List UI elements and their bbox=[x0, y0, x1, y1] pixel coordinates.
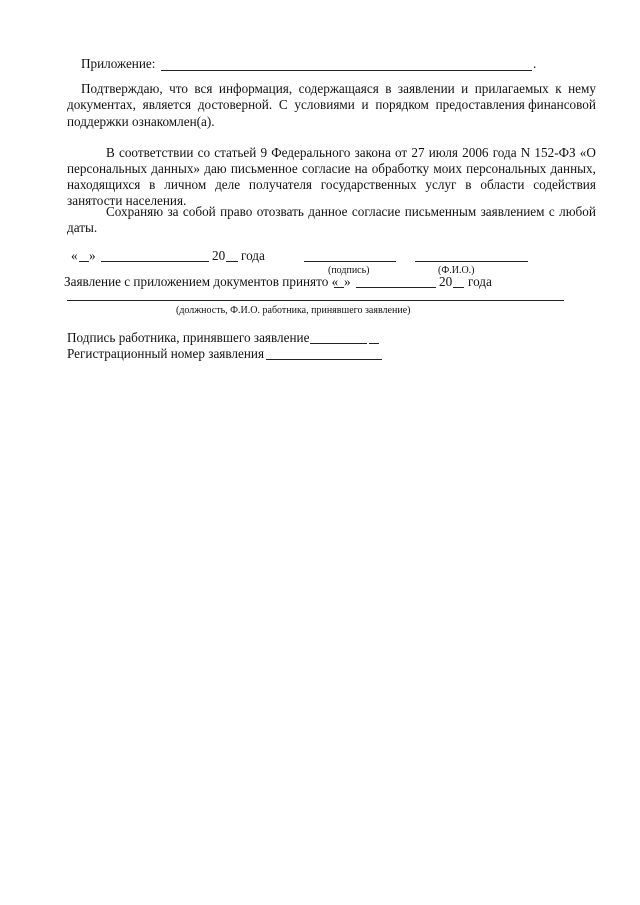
attachment-label: Приложение: bbox=[81, 56, 156, 71]
date-quote-open: « bbox=[71, 248, 78, 263]
signature-blank-line bbox=[304, 261, 396, 262]
accepting-employee-caption: (должность, Ф.И.О. работника, принявшего заявление) bbox=[176, 305, 411, 316]
word: Подтверждаю, bbox=[81, 81, 163, 96]
word: порядком bbox=[375, 97, 429, 112]
word: к bbox=[555, 81, 562, 96]
word: достоверной. bbox=[197, 97, 273, 112]
word: данных, bbox=[550, 161, 596, 176]
word: 9 bbox=[260, 145, 268, 160]
word: содействия bbox=[533, 177, 596, 192]
word: 2006 bbox=[462, 145, 489, 160]
word: статьей bbox=[214, 145, 257, 160]
accepted-text: Заявление с приложением документов принято « bbox=[64, 274, 339, 289]
word: находящихся bbox=[67, 177, 141, 192]
word: деле bbox=[215, 177, 241, 192]
word: является bbox=[142, 97, 192, 112]
word: области bbox=[480, 177, 525, 192]
attachment-blank-line bbox=[161, 70, 532, 71]
consent-paragraph-line-4: занятости населения. bbox=[67, 193, 187, 208]
word: N bbox=[520, 145, 531, 160]
word: моих bbox=[433, 161, 462, 176]
consent-paragraph-line-3 bbox=[67, 177, 596, 193]
word: персональных bbox=[466, 161, 547, 176]
word: содержащаяся bbox=[298, 81, 379, 96]
word: предоставления финансовой bbox=[435, 97, 596, 112]
word: 152-ФЗ bbox=[534, 145, 576, 160]
date-year-suffix: года bbox=[241, 248, 265, 263]
word: на bbox=[354, 161, 368, 176]
date-quote-close: » bbox=[89, 248, 96, 263]
accepted-year-prefix: 20 bbox=[439, 274, 453, 289]
withdraw-paragraph-line-1 bbox=[106, 204, 596, 220]
word: данное bbox=[308, 204, 348, 219]
confirm-paragraph-line-3: поддержки ознакомлен(а). bbox=[67, 114, 215, 129]
word: года bbox=[492, 145, 517, 160]
word: письменным bbox=[404, 204, 477, 219]
word: отозвать bbox=[256, 204, 304, 219]
name-blank-line bbox=[415, 261, 528, 262]
withdraw-paragraph-line-2: даты. bbox=[67, 220, 98, 235]
word: «О bbox=[579, 145, 596, 160]
consent-paragraph-line-2 bbox=[67, 161, 596, 177]
word: за bbox=[167, 204, 179, 219]
accepted-month-blank bbox=[356, 287, 436, 288]
employee-signature-label: Подпись работника, принявшего заявление bbox=[67, 330, 310, 345]
word: согласие bbox=[351, 204, 401, 219]
word: Сохраняю bbox=[106, 204, 164, 219]
word: С bbox=[278, 97, 288, 112]
word: нему bbox=[568, 81, 596, 96]
accepting-employee-blank-line bbox=[67, 300, 564, 301]
word: любой bbox=[559, 204, 596, 219]
word: даю bbox=[204, 161, 227, 176]
word: В bbox=[106, 145, 115, 160]
word: в bbox=[465, 177, 472, 192]
attachment-period: . bbox=[533, 56, 537, 71]
word: обработку bbox=[371, 161, 430, 176]
accepted-day-blank bbox=[334, 287, 344, 288]
word: закона bbox=[354, 145, 391, 160]
word: в bbox=[149, 177, 156, 192]
consent-paragraph-line-1 bbox=[106, 145, 596, 161]
word: соответствии bbox=[118, 145, 194, 160]
confirm-paragraph-line-1 bbox=[81, 81, 596, 97]
word: письменное bbox=[230, 161, 298, 176]
word: заявлением bbox=[480, 204, 545, 219]
word: вся bbox=[194, 81, 213, 96]
employee-signature-blank-line bbox=[310, 343, 367, 344]
confirm-paragraph-line-2 bbox=[67, 97, 596, 113]
word: государственных bbox=[320, 177, 417, 192]
word: в bbox=[385, 81, 392, 96]
word: и bbox=[361, 97, 369, 112]
date-year-blank bbox=[226, 261, 238, 262]
word: с bbox=[548, 204, 555, 219]
word: документах, bbox=[67, 97, 136, 112]
accepted-year-suffix: года bbox=[468, 274, 492, 289]
date-year-prefix: 20 bbox=[212, 248, 226, 263]
word: условиями bbox=[294, 97, 355, 112]
word: данных» bbox=[151, 161, 201, 176]
word: право bbox=[220, 204, 253, 219]
accepted-quote-close: » bbox=[344, 274, 351, 289]
signature-caption: (подпись) bbox=[328, 265, 370, 276]
date-month-blank bbox=[101, 261, 209, 262]
word: со bbox=[197, 145, 211, 160]
registration-blank-line bbox=[266, 359, 382, 360]
accepted-year-blank bbox=[453, 287, 464, 288]
name-caption: (Ф.И.О.) bbox=[438, 265, 475, 276]
word: заявлении bbox=[397, 81, 455, 96]
word: информация, bbox=[218, 81, 293, 96]
word: согласие bbox=[301, 161, 351, 176]
word: Федерального bbox=[271, 145, 351, 160]
word: услуг bbox=[425, 177, 457, 192]
word: собой bbox=[182, 204, 216, 219]
registration-label: Регистрационный номер заявления bbox=[67, 346, 265, 361]
word: получателя bbox=[248, 177, 312, 192]
word: и bbox=[461, 81, 469, 96]
employee-signature-blank-extra bbox=[369, 343, 379, 344]
word: что bbox=[169, 81, 188, 96]
date-day-blank bbox=[79, 261, 89, 262]
word: персональных bbox=[67, 161, 148, 176]
word: июля bbox=[428, 145, 458, 160]
word: личном bbox=[164, 177, 207, 192]
word: от bbox=[395, 145, 408, 160]
word: прилагаемых bbox=[474, 81, 549, 96]
word: 27 bbox=[411, 145, 425, 160]
